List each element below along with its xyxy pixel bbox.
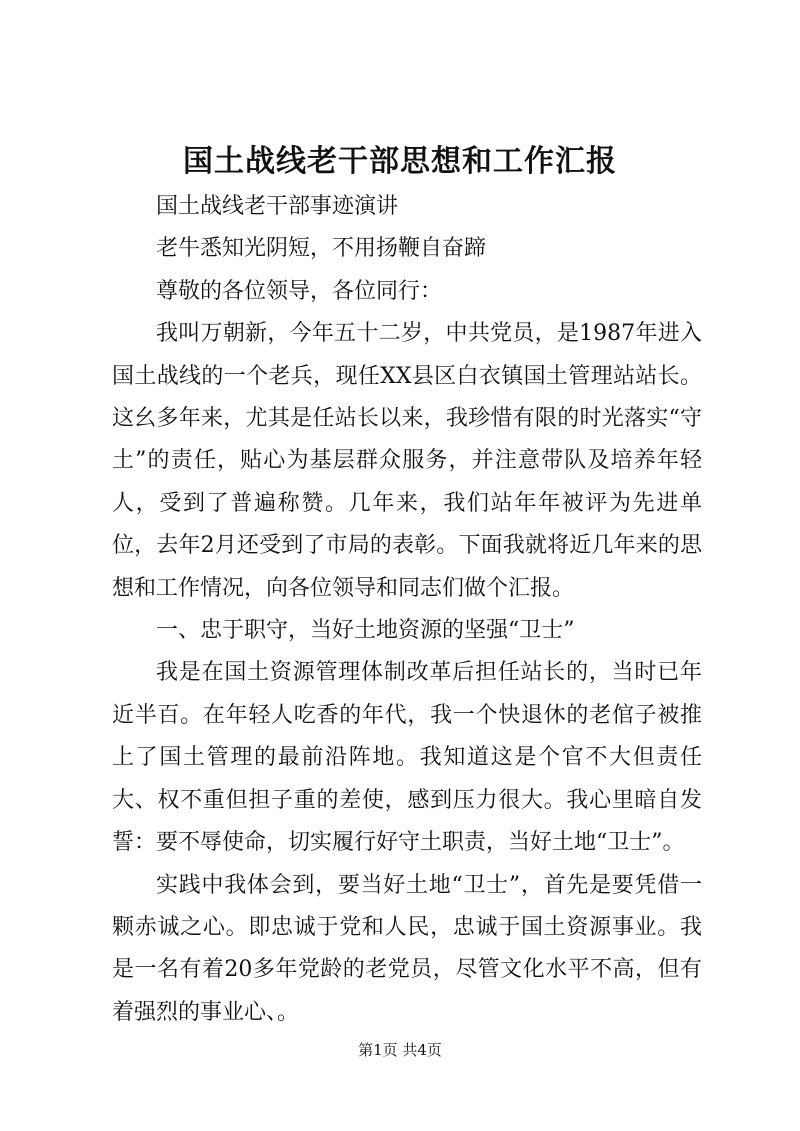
document-body — [112, 186, 702, 1034]
paragraph-salutation: 尊敬的各位领导，各位同行： — [156, 278, 443, 304]
paragraph-subtitle: 国土战线老干部事迹演讲 — [156, 194, 399, 219]
page-footer: 第1页 共4页 — [358, 1041, 442, 1059]
paragraph-body: 实践中我体会到，要当好土地“卫士”，首先是要凭借一颗赤诚之心。即忠诚于党和人民，忠诚于国土资源事业。我是一名有着20多年党龄的老党员，尽管文化水平不高，但有着强烈的事业心、。 — [112, 872, 702, 1025]
paragraph-intro: 我叫万朝新，今年五十二岁，中共党员，是1987年进入国土战线的一个老兵，现任XX县区白衣镇国土管理站站长。这幺多年来，尤其是任站长以来，我珍惜有限的时光落实“守土”的责任，贴心为基层群众服务，并注意带队及培养年轻人，受到了普遍称赞。几年来，我们站年年被评为先进单位，去年2月还受到了市局的表彰。下面我就将近几年来的思想和工作情况，向各位领导和同志们做个汇报。 — [112, 321, 702, 601]
paragraph-motto: 老牛悉知光阴短，不用扬鞭自奋蹄 — [156, 236, 487, 262]
document-title: 国土战线老干部思想和工作汇报 — [183, 144, 617, 179]
paragraph-body: 我是在国土资源管理体制改革后担任站长的，当时已年近半百。在年轻人吃香的年代，我一个快退休的老倌子被推上了国土管理的最前沿阵地。我知道这是个官不大但责任大、权不重但担子重的差使，感到压力很大。我心里暗自发誓：要不辱使命，切实履行好守土职责，当好土地“卫士”。 — [112, 660, 702, 856]
paragraph-section-heading: 一、忠于职守，当好土地资源的坚强“卫士” — [156, 618, 575, 644]
